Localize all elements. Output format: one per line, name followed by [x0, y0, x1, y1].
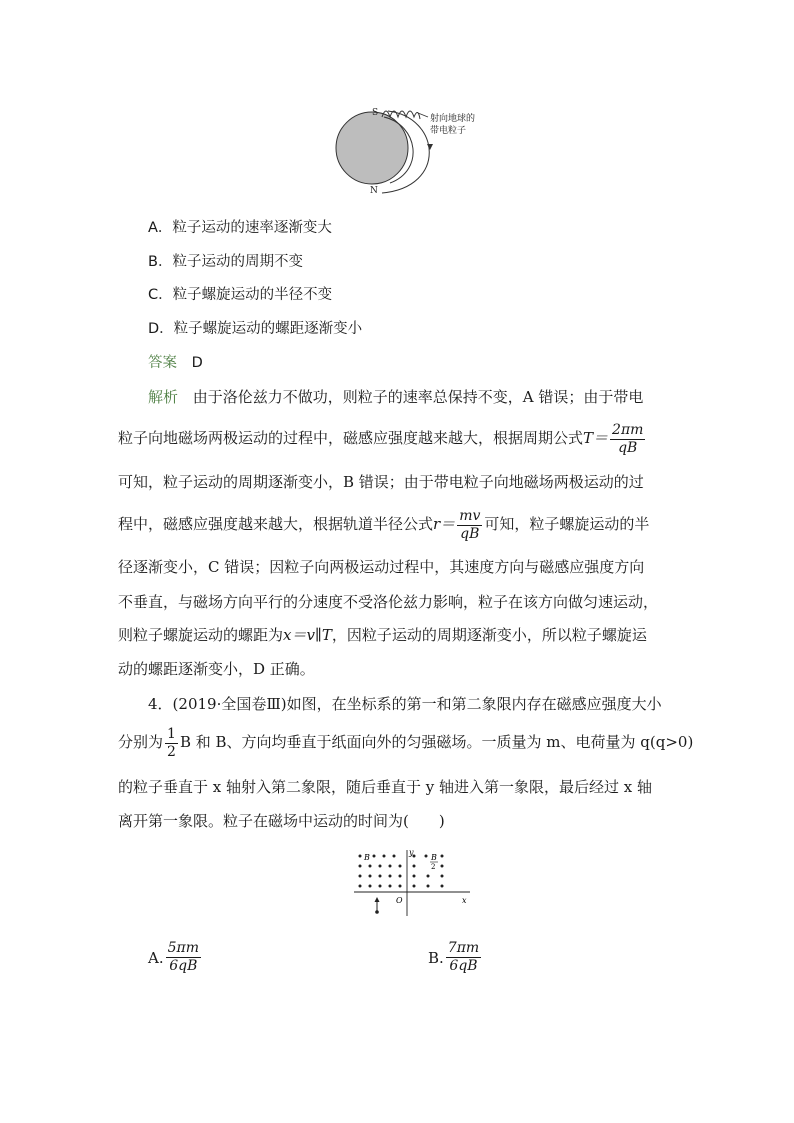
particle-entry-arrow: [375, 897, 380, 902]
period-formula-num: 2πm: [612, 421, 644, 438]
period-formula-lhs: T＝: [583, 429, 609, 447]
radius-formula-num: mv: [459, 507, 481, 524]
pitch-formula: x＝v∥T: [283, 626, 332, 644]
q4-text-2a: 分别为: [118, 733, 164, 751]
label-s: S: [372, 108, 379, 118]
half-den: 2: [167, 743, 176, 760]
analysis-line-3: 可知，粒子运动的周期逐渐变小，B 错误；由于带电粒子向地磁场两极运动的过: [118, 473, 644, 491]
label-b-left: B: [364, 853, 370, 862]
analysis-label: 解析: [148, 388, 179, 406]
particle-dot: [375, 910, 379, 914]
radius-formula-lhs: r＝: [433, 515, 456, 533]
choice-b: [428, 940, 483, 975]
analysis-line-2: [118, 420, 647, 457]
choice-a-fraction: [166, 940, 201, 975]
analysis-line-7: [118, 625, 647, 645]
q4-text-2b: B 和 B、方向均垂直于纸面向外的匀强磁场。一质量为 m、电荷量为 q(q>0): [179, 733, 694, 751]
analysis-text-1: 由于洛伦兹力不做功，则粒子的速率总保持不变，A 错误；由于带电: [192, 388, 644, 406]
label-origin: O: [396, 896, 403, 905]
option-d: D．粒子螺旋运动的螺距逐渐变小: [148, 321, 363, 337]
q4-line-4: 离开第一象限。粒子在磁场中运动的时间为( ): [118, 812, 445, 830]
analysis-text-2: 粒子向地磁场两极运动的过程中，磁感应强度越来越大，根据周期公式: [118, 429, 584, 447]
earth-magnetic-field-figure: [330, 95, 500, 200]
analysis-text-4b: 可知，粒子螺旋运动的半: [484, 515, 650, 533]
analysis-line-5: 径逐渐变小，C 错误；因粒子向两极运动过程中，其速度方向与磁感应强度方向: [118, 558, 645, 576]
choice-b-fraction: [446, 940, 481, 975]
radius-formula-fraction: [457, 508, 482, 543]
label-two: 2: [431, 863, 436, 871]
quadrant-field-figure: [352, 848, 477, 918]
answer-label: 答案: [148, 355, 177, 371]
analysis-line-6: 不垂直，与磁场方向平行的分速度不受洛伦兹力影响，粒子在该方向做匀速运动，: [118, 593, 659, 611]
answer-value: D: [191, 355, 203, 371]
half-fraction: [165, 726, 178, 761]
choice-b-label: B.: [428, 948, 444, 967]
analysis-text-7a: 则粒子螺旋运动的螺距为: [118, 626, 284, 644]
q4-line-3: 的粒子垂直于 x 轴射入第二象限，随后垂直于 y 轴进入第一象限，最后经过 x 轴: [118, 778, 653, 796]
q4-line-2: [118, 722, 693, 762]
analysis-text-4a: 程中，磁感应强度越来越大，根据轨道半径公式: [118, 515, 434, 533]
caption-line-1: 射向地球的: [430, 114, 476, 124]
option-b: B．粒子运动的周期不变: [148, 254, 303, 270]
analysis-text-7b: ，因粒子运动的周期逐渐变小，所以粒子螺旋运: [331, 626, 647, 644]
option-c: C．粒子螺旋运动的半径不变: [148, 287, 333, 303]
radius-formula-den: qB: [460, 525, 480, 542]
caption-line-2: 带电粒子: [430, 126, 467, 136]
answer-row: [148, 353, 203, 373]
choice-b-num: 7πm: [447, 940, 480, 956]
half-num: 1: [167, 725, 176, 742]
analysis-line-1: [148, 387, 643, 407]
q4-line-1: 4．(2019·全国卷Ⅲ)如图，在坐标系的第一和第二象限内存在磁感应强度大小: [148, 695, 662, 713]
label-n: N: [370, 186, 378, 196]
label-x: x: [462, 896, 467, 905]
label-y: y: [409, 848, 414, 857]
choice-a-den: 6qB: [169, 958, 198, 974]
label-b-half: B: [431, 853, 437, 862]
choice-a: [148, 940, 203, 975]
field-dots-right: [413, 855, 444, 888]
option-a: A．粒子运动的速率逐渐变大: [148, 220, 332, 236]
choice-a-num: 5πm: [167, 940, 199, 956]
period-formula-den: qB: [618, 439, 638, 456]
analysis-line-4: [118, 506, 649, 543]
choice-a-label: A.: [148, 948, 164, 967]
field-arrow: [427, 144, 433, 150]
choice-b-den: 6qB: [449, 958, 478, 974]
analysis-line-8: 动的螺距逐渐变小，D 正确。: [118, 660, 315, 678]
period-formula-fraction: [610, 422, 645, 457]
